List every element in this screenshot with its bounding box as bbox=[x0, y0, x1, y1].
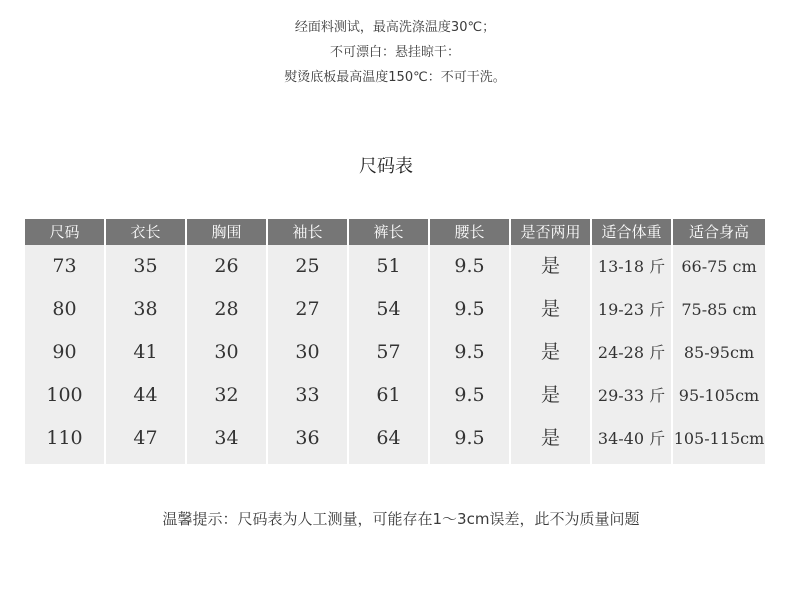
cell-chest: 34 bbox=[214, 427, 239, 449]
cell-chest: 30 bbox=[214, 341, 239, 363]
header-garment-length: 衣长 bbox=[106, 219, 185, 245]
cell-garment-length: 35 bbox=[133, 255, 158, 277]
cell-chest: 28 bbox=[214, 298, 239, 320]
cell-sleeve-length: 33 bbox=[295, 384, 320, 406]
cell-dual-use: 是 bbox=[540, 341, 560, 363]
cell-suitable-height: 75-85 cm bbox=[681, 300, 757, 319]
care-instruction-line-1: 经面料测试，最高洗涤温度30℃； bbox=[294, 20, 496, 35]
size-table-header-row bbox=[25, 219, 765, 245]
table-row bbox=[25, 374, 765, 417]
table-row bbox=[25, 288, 765, 331]
cell-dual-use: 是 bbox=[540, 427, 560, 449]
table-row bbox=[25, 245, 765, 288]
header-size: 尺码 bbox=[25, 219, 104, 245]
cell-suitable-height: 105-115cm bbox=[673, 429, 765, 448]
cell-suitable-weight: 34-40 斤 bbox=[597, 429, 666, 448]
cell-garment-length: 44 bbox=[133, 384, 158, 406]
size-table bbox=[25, 219, 765, 464]
table-row bbox=[25, 417, 765, 460]
measurement-disclaimer: 温馨提示：尺码表为人工测量，可能存在1～3cm误差，此不为质量问题 bbox=[162, 510, 640, 528]
cell-garment-length: 38 bbox=[133, 298, 158, 320]
cell-pants-length: 57 bbox=[376, 341, 401, 363]
cell-sleeve-length: 25 bbox=[295, 255, 320, 277]
header-suitable-height: 适合身高 bbox=[673, 219, 765, 245]
care-instruction-line-2: 不可漂白：悬挂晾干： bbox=[329, 45, 460, 60]
cell-size: 90 bbox=[52, 341, 77, 363]
cell-waist: 9.5 bbox=[454, 384, 485, 406]
header-dual-use: 是否两用 bbox=[511, 219, 590, 245]
cell-sleeve-length: 30 bbox=[295, 341, 320, 363]
cell-dual-use: 是 bbox=[540, 384, 560, 406]
cell-suitable-height: 85-95cm bbox=[683, 343, 755, 362]
cell-chest: 32 bbox=[214, 384, 239, 406]
cell-pants-length: 54 bbox=[376, 298, 401, 320]
cell-sleeve-length: 36 bbox=[295, 427, 320, 449]
cell-size: 73 bbox=[52, 255, 77, 277]
cell-waist: 9.5 bbox=[454, 298, 485, 320]
cell-size: 80 bbox=[52, 298, 77, 320]
size-table-body bbox=[25, 245, 765, 464]
cell-garment-length: 47 bbox=[133, 427, 158, 449]
header-chest: 胸围 bbox=[187, 219, 266, 245]
cell-suitable-height: 95-105cm bbox=[678, 386, 760, 405]
header-waist: 腰长 bbox=[430, 219, 509, 245]
cell-dual-use: 是 bbox=[540, 255, 560, 277]
cell-waist: 9.5 bbox=[454, 427, 485, 449]
header-sleeve-length: 袖长 bbox=[268, 219, 347, 245]
header-pants-length: 裤长 bbox=[349, 219, 428, 245]
cell-pants-length: 61 bbox=[376, 384, 401, 406]
header-suitable-weight: 适合体重 bbox=[592, 219, 671, 245]
cell-suitable-height: 66-75 cm bbox=[681, 257, 757, 276]
cell-waist: 9.5 bbox=[454, 341, 485, 363]
cell-pants-length: 64 bbox=[376, 427, 401, 449]
cell-suitable-weight: 29-33 斤 bbox=[597, 386, 666, 405]
cell-dual-use: 是 bbox=[540, 298, 560, 320]
cell-suitable-weight: 24-28 斤 bbox=[597, 343, 666, 362]
size-table-title: 尺码表 bbox=[359, 156, 413, 177]
cell-pants-length: 51 bbox=[376, 255, 401, 277]
care-instruction-line-3: 熨烫底板最高温度150℃：不可干洗。 bbox=[284, 70, 506, 85]
cell-size: 100 bbox=[46, 384, 83, 406]
cell-garment-length: 41 bbox=[133, 341, 158, 363]
cell-suitable-weight: 19-23 斤 bbox=[597, 300, 666, 319]
table-row bbox=[25, 331, 765, 374]
cell-size: 110 bbox=[46, 427, 83, 449]
cell-waist: 9.5 bbox=[454, 255, 485, 277]
cell-suitable-weight: 13-18 斤 bbox=[597, 257, 666, 276]
cell-sleeve-length: 27 bbox=[295, 298, 320, 320]
cell-chest: 26 bbox=[214, 255, 239, 277]
